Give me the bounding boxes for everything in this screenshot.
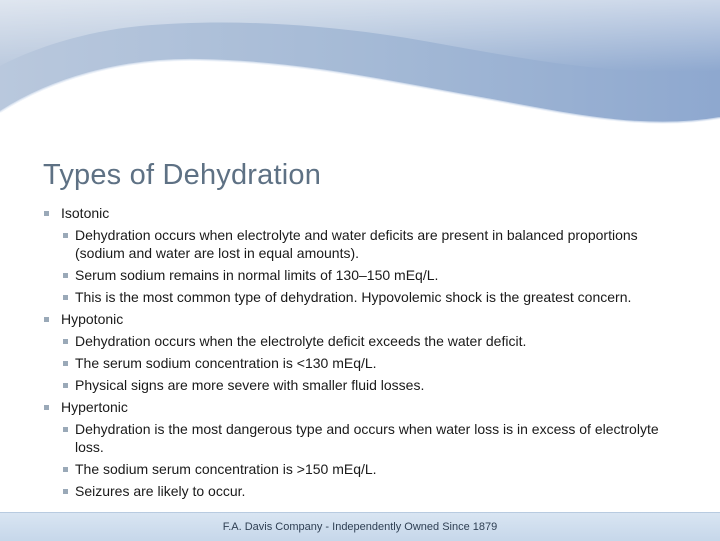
sub-bullet: [0, 482, 720, 500]
bullet-hypertonic: [0, 398, 720, 416]
sub-bullet: [0, 332, 720, 350]
square-bullet-icon: [63, 233, 68, 238]
sub-bullet: [0, 420, 720, 456]
sub-bullet-text: This is the most common type of dehydration. Hypovolemic shock is the greatest concern.: [75, 289, 632, 305]
sub-bullet: [0, 376, 720, 394]
sub-bullet-text: Dehydration occurs when the electrolyte deficit exceeds the water deficit.: [75, 333, 527, 349]
sub-bullet-text: The serum sodium concentration is <130 mEq/L.: [75, 355, 377, 371]
sub-bullet-text: Physical signs are more severe with smaller fluid losses.: [75, 377, 425, 393]
bullet-text: Hypertonic: [61, 399, 128, 415]
sub-bullet-text: Serum sodium remains in normal limits of 130–150 mEq/L.: [75, 267, 439, 283]
sub-bullet: [0, 460, 720, 478]
footer-bar: [0, 512, 720, 541]
square-bullet-icon: [44, 211, 49, 216]
square-bullet-icon: [63, 339, 68, 344]
square-bullet-icon: [63, 489, 68, 494]
square-bullet-icon: [63, 427, 68, 432]
sub-bullet: [0, 354, 720, 372]
sub-bullet: [0, 226, 720, 262]
bullet-text: Isotonic: [61, 205, 110, 221]
square-bullet-icon: [63, 361, 68, 366]
header-wave-graphic: [0, 0, 720, 150]
slide-title: Types of Dehydration: [43, 159, 322, 191]
bullet-isotonic: [0, 204, 720, 222]
square-bullet-icon: [63, 467, 68, 472]
sub-bullet-text: Dehydration is the most dangerous type and occurs when water loss is in excess of electrolyte loss.: [75, 421, 659, 455]
bullet-hypotonic: [0, 310, 720, 328]
footer-text: F.A. Davis Company - Independently Owned Since 1879: [222, 521, 498, 533]
square-bullet-icon: [44, 317, 49, 322]
sub-bullet-text: Seizures are likely to occur.: [75, 483, 246, 499]
sub-bullet-text: Dehydration occurs when electrolyte and water deficits are present in balanced proportions (sodium and water are lost in equal amounts).: [75, 227, 638, 261]
sub-bullet: [0, 266, 720, 284]
bullet-text: Hypotonic: [61, 311, 124, 327]
sub-bullet: [0, 288, 720, 306]
sub-bullet-text: The sodium serum concentration is >150 mEq/L.: [75, 461, 377, 477]
bullet-list: [0, 204, 720, 504]
square-bullet-icon: [63, 273, 68, 278]
square-bullet-icon: [63, 295, 68, 300]
square-bullet-icon: [63, 383, 68, 388]
square-bullet-icon: [44, 405, 49, 410]
